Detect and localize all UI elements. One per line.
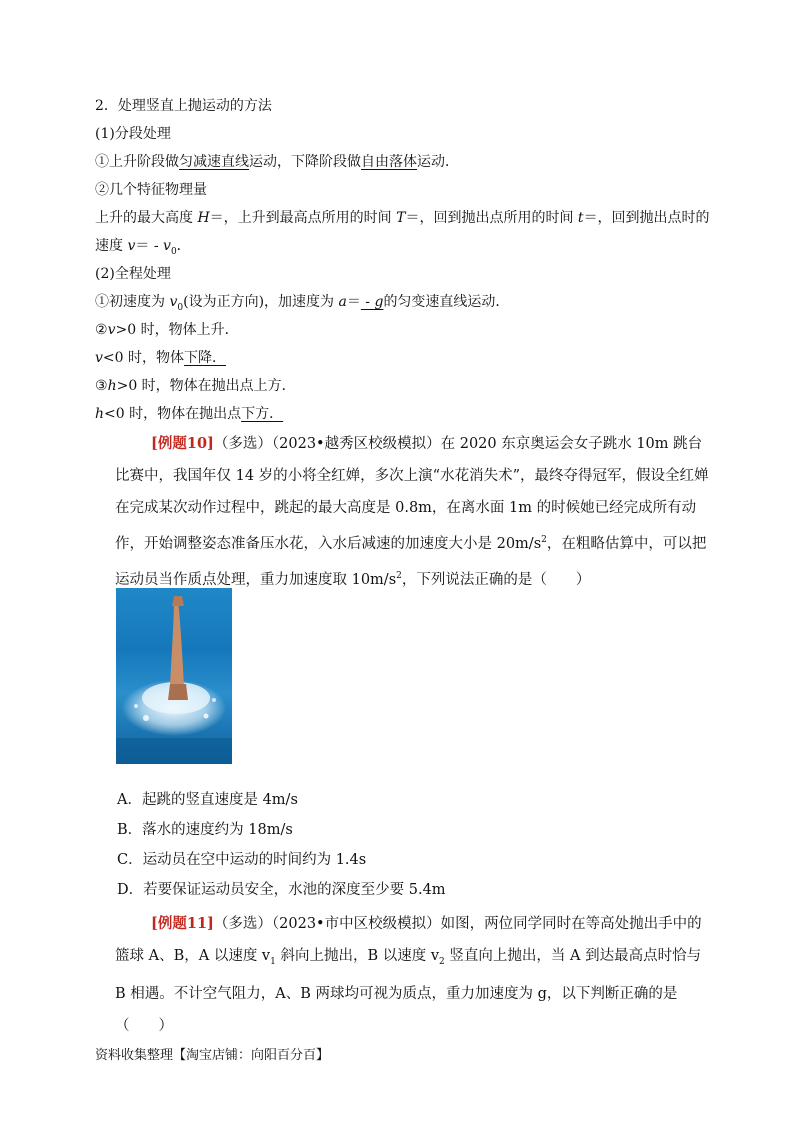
blank-answer: 自由落体: [361, 154, 417, 170]
example-11-tag: [例题11]: [151, 915, 214, 932]
example-11-question: [例题11]（多选）（2023•市中区校级模拟）如图，两位同学同时在等高处抛出手中的篮球 A、B，A 以速度 $v_1$ 斜向上抛出，B 以速度 $v_2$ 竖直向上抛出，当 A 到达最高点时恰与 B 相遇。不计空气阻力，A、B 两球均可视为质点，重力加速度为 g，以下判断正确的是（ ）: [115, 915, 702, 1034]
option-b: B．落水的速度约为 18m/s: [117, 822, 293, 838]
paragraph-h-negative: h<0 时，物体在抛出点下方．: [95, 406, 284, 422]
paragraph-rising-falling: ①上升阶段做匀减速直线运动，下降阶段做自由落体运动．: [95, 154, 459, 170]
paragraph-h-positive: ③h>0 时，物体在抛出点上方．: [95, 378, 296, 394]
paragraph-v-negative: v<0 时，物体下降．: [95, 350, 227, 366]
option-d: D．若要保证运动员安全，水池的深度至少要 5.4m: [117, 882, 446, 898]
blank-answer: 匀减速直线: [179, 154, 249, 170]
subheading-segmented: (1)分段处理: [95, 126, 171, 142]
paragraph-v-positive: ②v>0 时，物体上升．: [95, 322, 239, 338]
paragraph-initial-velocity: ①初速度为 $v_0$(设为正方向)，加速度为 a＝ - g的匀变速直线运动．: [95, 294, 510, 313]
section-heading: 2．处理竖直上抛运动的方法: [95, 98, 272, 114]
blank-answer: 下降．: [184, 350, 227, 366]
option-c: C．运动员在空中运动的时间约为 1.4s: [117, 852, 367, 868]
example-10-tag: [例题10]: [151, 435, 214, 452]
diver-illustration: [116, 588, 232, 764]
footer-note: 资料收集整理【淘宝店铺：向阳百分百】: [95, 1048, 330, 1063]
subheading-whole: (2)全程处理: [95, 266, 171, 282]
example-10-question: [例题10]（多选）（2023•越秀区校级模拟）在 2020 东京奥运会女子跳水 10m 跳台比赛中，我国年仅 14 岁的小将全红婵，多次上演“水花消失术”，最终夺得冠军，假设全红婵在完成某次动作过程中，跳起的最大高度是 0.8m，在离水面 1m 的时候她已经完成所有动作，开始调整姿态准备压水花，入水后减速的加速度大小是 $20m/s^2$，在粗略估算中，可以把运动员当作质点处理，重力加速度取 $10m/s^2$，下列说法正确的是（ ）: [115, 435, 709, 588]
blank-answer: - g: [360, 294, 384, 310]
blank-answer: 下方．: [241, 406, 284, 422]
paragraph-max-height: 上升的最大高度 H＝，上升到最高点所用的时间 T＝，回到抛出点所用的时间 t＝，回到抛出点时的: [95, 210, 710, 226]
paragraph-quantities: ②几个特征物理量: [95, 182, 207, 198]
paragraph-return-speed: 速度 $v= - v_0$．: [95, 238, 191, 257]
option-a: A．起跳的竖直速度是 4m/s: [117, 792, 298, 808]
diver-photo: [116, 588, 232, 764]
